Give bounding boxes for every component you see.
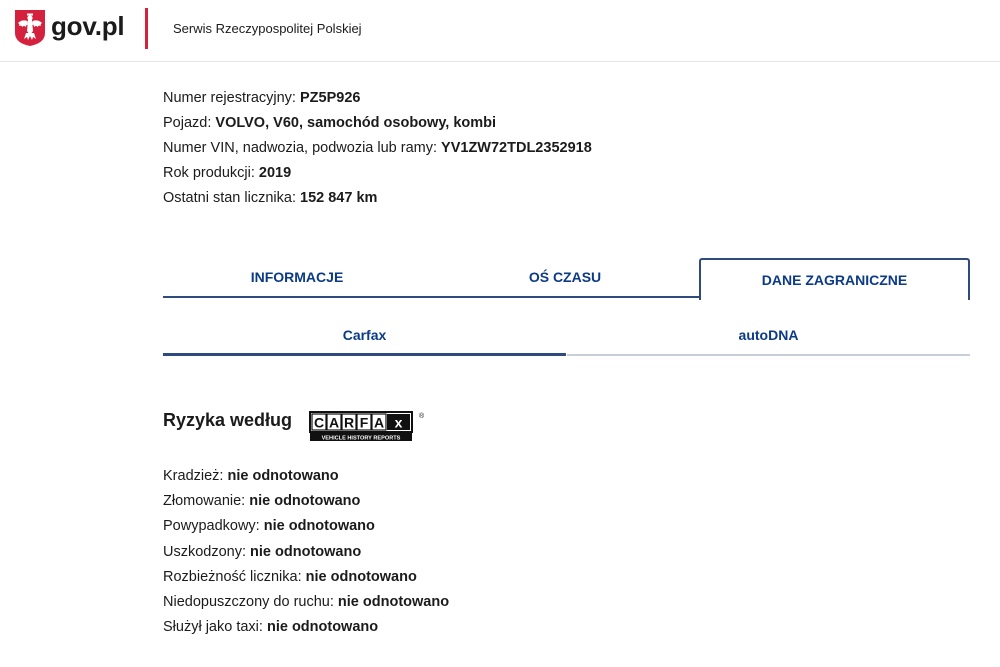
- info-vehicle: [163, 112, 592, 137]
- site-header: [0, 0, 1000, 62]
- tab-informacje[interactable]: INFORMACJE: [250, 269, 344, 285]
- svg-text:x: x: [394, 414, 403, 431]
- risk-value: nie odnotowano: [249, 493, 361, 510]
- tab-os-czasu[interactable]: OŚ CZASU: [528, 269, 602, 285]
- carfax-logo: [309, 410, 427, 444]
- risk-label: Uszkodzony:: [163, 543, 251, 560]
- risk-label: Rozbieżność licznika:: [163, 568, 306, 585]
- info-value: YV1ZW72TDL2352918: [441, 140, 592, 156]
- risk-item-damaged: [163, 541, 449, 566]
- risk-list: [163, 465, 449, 641]
- svg-text:C: C: [313, 414, 325, 431]
- risk-value: nie odnotowano: [250, 543, 362, 560]
- svg-text:R: R: [343, 414, 355, 431]
- risk-value: nie odnotowano: [337, 593, 450, 610]
- svg-text:®: ®: [419, 413, 425, 420]
- info-registration-number: [163, 87, 592, 112]
- info-odometer: [163, 187, 592, 212]
- gov-pl-logo[interactable]: gov.pl: [51, 11, 125, 41]
- tab-dane-zagraniczne[interactable]: DANE ZAGRANICZNE: [699, 258, 970, 300]
- logo-separator: [145, 8, 148, 49]
- info-production-year: [163, 162, 592, 187]
- vehicle-info: [163, 87, 592, 212]
- info-label: Rok produkcji:: [163, 165, 259, 181]
- risk-item-scrapped: [163, 490, 449, 515]
- info-value: PZ5P926: [299, 90, 361, 106]
- risk-label: Służył jako taxi:: [163, 619, 267, 636]
- info-label: Pojazd:: [163, 115, 216, 131]
- info-label: Numer VIN, nadwozia, podwozia lub ramy:: [163, 140, 442, 156]
- risk-value: nie odnotowano: [263, 518, 375, 535]
- info-label: Numer rejestracyjny:: [163, 90, 300, 106]
- risk-item-taxi: [163, 616, 449, 641]
- service-name: Serwis Rzeczypospolitej Polskiej: [173, 21, 362, 36]
- risk-value: nie odnotowano: [305, 568, 417, 585]
- main-tabs: [163, 258, 970, 300]
- risk-label: Złomowanie:: [163, 493, 250, 510]
- risks-heading: Ryzyka według: [163, 410, 293, 430]
- risk-value: nie odnotowano: [227, 468, 339, 484]
- info-value: 152 847 km: [300, 190, 378, 206]
- risk-label: Niedopuszczony do ruchu:: [163, 593, 338, 610]
- info-value: 2019: [258, 165, 292, 181]
- carfax-logo-subtext: VEHICLE HISTORY REPORTS: [321, 435, 401, 442]
- subtab-carfax[interactable]: Carfax: [163, 318, 566, 356]
- risk-item-not-roadworthy: [163, 591, 449, 616]
- info-label: Ostatni stan licznika:: [163, 190, 300, 206]
- risk-label: Kradzież:: [163, 468, 228, 484]
- svg-text:A: A: [328, 414, 340, 431]
- carfax-letters: [312, 414, 410, 431]
- info-value: VOLVO, V60, samochód osobowy, kombi: [215, 115, 497, 131]
- risk-label: Powypadkowy:: [163, 518, 264, 535]
- risk-item-post-accident: [163, 515, 449, 540]
- info-vin: [163, 137, 592, 162]
- source-subtabs: [163, 318, 970, 358]
- svg-text:A: A: [373, 414, 385, 431]
- risk-item-odometer-discrepancy: [163, 566, 449, 591]
- subtab-autodna[interactable]: autoDNA: [567, 318, 970, 356]
- risk-value: nie odnotowano: [266, 619, 379, 636]
- svg-text:F: F: [359, 414, 369, 431]
- polish-eagle-emblem-icon[interactable]: [14, 9, 46, 47]
- risk-item-theft: [163, 465, 449, 490]
